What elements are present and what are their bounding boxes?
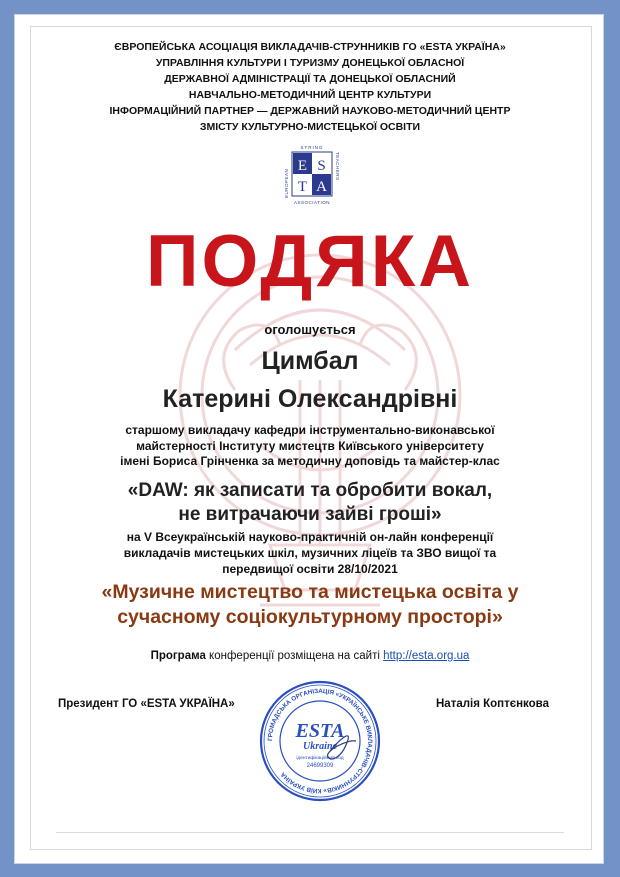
program-label: Програма [150, 650, 206, 662]
header-line: ЗМІСТУ КУЛЬТУРНО-МИСТЕЦЬКОЇ ОСВІТИ [199, 121, 421, 133]
program-note [0, 650, 620, 662]
position-line: майстерності Інституту мистецтв Київського університету [136, 438, 484, 453]
logo-left-text: EUROPEAN [284, 168, 289, 198]
conference-title-line: сучасному соціокультурному просторі» [117, 606, 503, 628]
president-label: Президент ГО «ESTA УКРАЇНА» [58, 698, 235, 710]
position-line: імені Бориса Грінченка за методичну доповідь та майстер-клас [120, 454, 500, 468]
stamp-code: 24699309 [306, 763, 334, 769]
program-text: конференції розміщена на сайті [205, 650, 384, 662]
stamp-ring-text: ГРОМАДСЬКА ОРГАНІЗАЦІЯ «УКРАЇНСЬКЕ ВИКЛАДАЧІВ-СТРУННИКІВ» КИЇВ УКРАЇНА [266, 687, 374, 795]
logo-letter: S [317, 158, 326, 174]
topic-line: не витрачаючи зайві гроші» [178, 504, 442, 525]
report-topic [0, 479, 620, 527]
recipient-given-name: Катерині Олександрівні [162, 385, 458, 413]
logo-letter: T [297, 179, 308, 195]
header-line: ЄВРОПЕЙСЬКА АСОЦІАЦІЯ ВИКЛАДАЧІВ-СТРУННИКІВ ГО «ESTA УКРАЇНА» [114, 41, 506, 53]
logo-bottom-text: ASSOCIATION [294, 200, 330, 205]
stamp-code-label: ідентифікаційний код [296, 756, 344, 761]
conference-title [0, 580, 620, 630]
footer-divider [56, 832, 564, 833]
conference-title-line: «Музичне мистецтво та мистецька освіта у [101, 581, 519, 603]
issuer-header [0, 39, 620, 135]
recipient-position [0, 423, 620, 470]
logo-letter: A [316, 179, 327, 195]
stamp-sub: Ukraine [303, 741, 337, 752]
header-line: ДЕРЖАВНОЇ АДМІНІСТРАЦІЇ ТА ДОНЕЦЬКОЇ ОБЛАСНИЙ [164, 73, 456, 85]
logo-letter: E [297, 158, 308, 174]
header-line: УПРАВЛІННЯ КУЛЬТУРИ І ТУРИЗМУ ДОНЕЦЬКОЇ ОБЛАСНОЇ [155, 57, 465, 69]
conference-line: викладачів мистецьких шкіл, музичних ліцеїв та ЗВО вищої та [123, 546, 497, 560]
conference-line: на V Всеукраїнській науково-практичній он-лайн конференції [126, 530, 494, 544]
topic-line: «DAW: як записати та обробити вокал, [127, 480, 493, 501]
logo-top-text: STRING [300, 145, 324, 150]
conference-info [0, 529, 620, 577]
program-link[interactable]: http://esta.org.ua [383, 650, 470, 662]
position-line: старшому викладачу кафедри інструментально-виконавської [125, 423, 495, 437]
official-stamp [258, 679, 382, 803]
conference-line: передвищої освіти 28/10/2021 [222, 562, 398, 576]
stamp-center: ESTA [295, 720, 345, 742]
logo-right-text: TEACHERS [335, 152, 340, 181]
recipient-surname: Цимбал [261, 347, 359, 375]
certificate-title: ПОДЯКА [145, 221, 475, 302]
signer-name: Наталія Коптєнкова [436, 698, 549, 710]
header-line: ІНФОРМАЦІЙНИЙ ПАРТНЕР — ДЕРЖАВНИЙ НАУКОВО-МЕТОДИЧНИЙ ЦЕНТР [109, 105, 511, 117]
announce-text: оголошується [264, 322, 356, 337]
esta-logo [280, 142, 344, 208]
header-line: НАВЧАЛЬНО-МЕТОДИЧНИЙ ЦЕНТР КУЛЬТУРИ [188, 89, 432, 101]
